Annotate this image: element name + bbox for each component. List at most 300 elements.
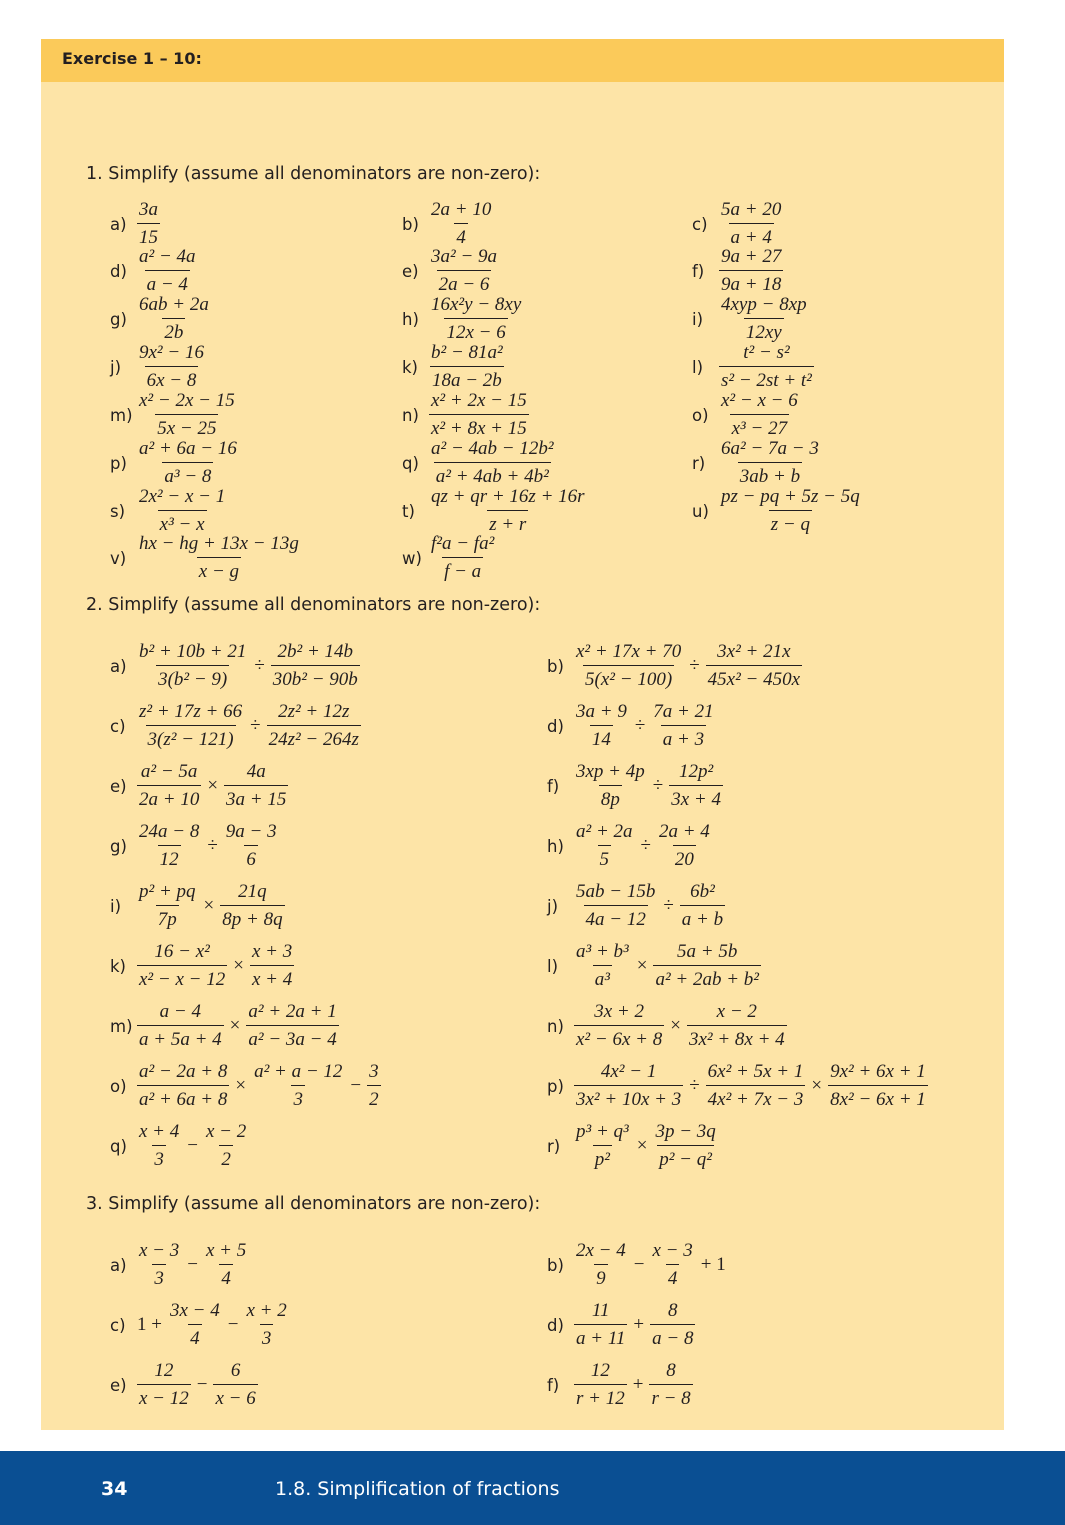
item-label: j) [110,357,122,377]
denominator: 3 [291,1085,305,1111]
item-label: g) [110,309,127,329]
expression [134,1061,384,1111]
numerator: 5a + 5b [677,941,738,962]
denominator: a³ [593,965,612,991]
item-label: k) [402,357,418,377]
denominator: 4 [188,1324,202,1350]
question-2-heading: 2. Simplify (assume all denominators are non-zero): [86,595,541,615]
denominator: 6 [244,845,258,871]
denominator: 12x − 6 [444,318,507,344]
q2-item [110,756,291,816]
numerator: z² + 17z + 66 [139,701,243,722]
fraction [828,1061,928,1111]
item-label: q) [402,453,419,473]
fraction [574,1300,627,1350]
expression [571,1300,698,1350]
denominator: 14 [590,725,613,751]
fraction [650,1300,695,1350]
fraction [657,821,712,871]
denominator: 12 [158,845,181,871]
numerator: 2a + 10 [431,199,492,220]
fraction [574,641,683,691]
expression [134,761,291,811]
numerator: 3a [139,199,158,220]
denominator: r + 12 [574,1384,627,1410]
denominator: 24z² − 264z [267,725,361,751]
numerator: 4x² − 1 [600,1061,657,1082]
denominator: 20 [673,845,696,871]
fraction [137,1360,191,1410]
expression [571,941,764,991]
operator: ÷ [250,715,261,736]
numerator: 9a + 27 [721,246,782,267]
fraction [246,1001,338,1051]
denominator: 3(b² − 9) [156,665,229,691]
expression [134,1300,292,1350]
denominator: a² + 4ab + 4b² [434,462,551,488]
denominator: 9a + 18 [719,270,783,296]
denominator: x³ − 27 [730,414,789,440]
fraction [168,1300,222,1350]
numerator: 2x² − x − 1 [139,486,226,507]
operator: + 1 [700,1254,726,1275]
denominator: a² − 3a − 4 [246,1025,338,1051]
q2-item [110,636,363,696]
operator: − [196,1374,208,1395]
numerator: a² − 4a [139,246,196,267]
numerator: p³ + q³ [576,1121,629,1142]
numerator: 8 [666,1360,676,1381]
item-label: a) [110,656,127,676]
denominator: 8p [599,785,622,811]
item-label: q) [110,1136,127,1156]
q2-item [547,636,805,696]
fraction [669,761,723,811]
item-label: f) [692,261,705,281]
operator: ÷ [652,775,664,796]
item-label: e) [110,776,127,796]
page-number: 34 [101,1478,128,1500]
q2-item [547,696,719,756]
numerator: 3 [369,1061,379,1082]
item-label: f) [547,776,560,796]
numerator: x + 5 [205,1240,247,1261]
numerator: p² + pq [139,881,196,902]
fraction [574,1360,627,1410]
operator: 1 + [137,1314,162,1335]
fraction [252,1061,344,1111]
denominator: a + 3 [661,725,706,751]
numerator: 3p − 3q [655,1121,716,1142]
denominator: 2 [367,1085,381,1111]
denominator: 4 [219,1264,233,1290]
denominator: x³ − x [158,510,207,536]
expression [134,641,363,691]
numerator: x² + 2x − 15 [431,390,527,411]
fraction [574,761,647,811]
denominator: p² [593,1145,612,1171]
denominator: z + r [487,510,528,536]
numerator: hx − hg + 13x − 13g [139,533,299,554]
numerator: f²a − fa² [431,533,495,554]
denominator: 3ab + b [738,462,802,488]
fraction [137,1061,229,1111]
operator: − [350,1075,362,1096]
numerator: b² + 10b + 21 [139,641,247,662]
denominator: p² − q² [657,1145,714,1171]
expression [134,701,364,751]
denominator: a + b [680,905,725,931]
fraction [271,641,360,691]
q2-item [110,1056,384,1116]
expression [134,1360,261,1410]
denominator: 9 [594,1264,608,1290]
item-label: u) [692,501,709,521]
denominator: x − g [197,557,241,583]
numerator: x + 4 [139,1121,180,1142]
denominator: a + 11 [574,1324,627,1350]
numerator: qz + qr + 16z + 16r [431,486,585,507]
operator: × [811,1075,823,1096]
item-label: j) [547,896,559,916]
item-label: f) [547,1375,560,1395]
fraction [574,1001,664,1051]
expression [571,1061,931,1111]
numerator: x − 2 [716,1001,757,1022]
denominator: a + 5a + 4 [137,1025,224,1051]
denominator: 4x² + 7x − 3 [706,1085,806,1111]
operator: ÷ [663,895,674,916]
denominator: 45x² − 450x [706,665,802,691]
item-label: c) [110,1315,126,1335]
numerator: 5ab − 15b [576,881,656,902]
q3-item [110,1355,261,1415]
fraction [137,761,201,811]
item-label: w) [402,548,422,568]
operator: × [229,1015,241,1036]
denominator: 2b [162,318,185,344]
item-label: l) [547,956,559,976]
numerator: 8 [668,1300,678,1321]
expression [134,533,304,583]
numerator: 9x² − 16 [139,342,204,363]
q2-item [547,756,726,816]
operator: − [187,1135,198,1156]
fraction [250,941,294,991]
numerator: x + 3 [251,941,293,962]
item-label: e) [402,261,419,281]
denominator: 4a − 12 [584,905,648,931]
item-label: b) [402,214,419,234]
item-label: a) [110,214,127,234]
numerator: x − 2 [205,1121,247,1142]
denominator: 3 [260,1324,274,1350]
numerator: a² − 5a [140,761,198,782]
denominator: x − 6 [213,1384,257,1410]
fraction [574,701,629,751]
numerator: 2b² + 14b [277,641,354,662]
operator: ÷ [207,835,218,856]
operator: − [187,1254,198,1275]
exercise-title: Exercise 1 – 10: [62,49,202,68]
item-label: o) [692,405,709,425]
denominator: x + 4 [250,965,294,991]
numerator: 11 [591,1300,610,1321]
fraction [137,1121,181,1171]
denominator: a − 4 [145,270,190,296]
q3-item [110,1295,292,1355]
denominator: 15 [137,223,160,249]
numerator: x² − x − 6 [721,390,798,411]
denominator: a² + 2ab + b² [653,965,761,991]
q2-item [110,1116,251,1176]
fraction [137,701,244,751]
item-label: n) [402,405,419,425]
denominator: 18a − 2b [430,366,504,392]
operator: + [632,1374,644,1395]
numerator: 6b² [690,881,715,902]
numerator: a − 4 [159,1001,201,1022]
numerator: 3xp + 4p [576,761,645,782]
numerator: x² + 17x + 70 [576,641,682,662]
expression [571,701,719,751]
numerator: 3a + 9 [576,701,627,722]
denominator: 3a + 15 [224,785,288,811]
item-label: d) [110,261,127,281]
denominator: 5 [598,845,612,871]
denominator: a − 8 [650,1324,695,1350]
item-label: p) [547,1076,564,1096]
fraction [649,1360,692,1410]
fraction [651,701,715,751]
item-label: b) [547,1255,564,1275]
numerator: b² − 81a² [431,342,503,363]
numerator: x + 2 [246,1300,287,1321]
numerator: 3x + 2 [594,1001,644,1022]
q2-item [110,996,342,1056]
numerator: 2z² + 12z [278,701,350,722]
operator: × [636,955,648,976]
numerator: 3a² − 9a [431,246,498,267]
numerator: 6ab + 2a [139,294,209,315]
expression [571,761,726,811]
denominator: f − a [442,557,483,583]
q2-item [547,1116,721,1176]
fraction [224,821,279,871]
item-label: m) [110,405,133,425]
q2-item [547,996,790,1056]
expression [571,1240,729,1290]
denominator: a³ − 8 [162,462,213,488]
fraction [574,1061,683,1111]
fraction [706,1061,806,1111]
item-label: t) [402,501,415,521]
q2-item [110,936,297,996]
numerator: 3x² + 21x [717,641,791,662]
numerator: 16 − x² [154,941,210,962]
numerator: a² + 2a + 1 [248,1001,337,1022]
operator: ÷ [640,835,651,856]
numerator: 9x² + 6x + 1 [830,1061,926,1082]
numerator: 7a + 21 [653,701,714,722]
denominator: a + 4 [729,223,774,249]
numerator: 12p² [678,761,714,782]
item-label: h) [402,309,419,329]
numerator: a² + 6a − 16 [139,438,237,459]
numerator: a³ + b³ [576,941,629,962]
operator: ÷ [634,715,646,736]
fraction [574,1240,628,1290]
q2-item [110,696,364,756]
fraction [574,1121,631,1171]
denominator: 4 [666,1264,680,1290]
item-label: d) [547,716,564,736]
q2-item [110,816,282,876]
numerator: 2a + 4 [658,821,710,842]
fraction [137,641,248,691]
q2-item [547,816,715,876]
numerator: 21q [238,881,267,902]
item-label: v) [110,548,127,568]
numerator: 4xyp − 8xp [721,294,807,315]
item-label: i) [692,309,704,329]
q3-item [110,1235,251,1295]
numerator: 16x²y − 8xy [431,294,522,315]
numerator: 2x − 4 [576,1240,626,1261]
operator: × [203,895,215,916]
numerator: x − 3 [139,1240,180,1261]
numerator: 4a [246,761,266,782]
operator: ÷ [254,655,265,676]
fraction [220,881,284,931]
denominator: 4 [454,223,468,249]
operator: ÷ [689,1075,700,1096]
q3-item [547,1355,696,1415]
fraction [137,821,201,871]
fraction [653,1121,717,1171]
item-label: i) [110,896,122,916]
operator: × [235,1075,247,1096]
fraction [267,701,361,751]
numerator: 6x² + 5x + 1 [707,1061,804,1082]
item-label: o) [110,1076,127,1096]
expression [134,1001,342,1051]
q2-item [110,876,288,936]
q1-item [402,528,499,588]
expression [571,881,728,931]
numerator: 6 [230,1360,241,1381]
item-label: m) [110,1016,133,1036]
denominator: 5(x² − 100) [583,665,674,691]
numerator: 9a − 3 [225,821,277,842]
section-title: 1.8. Simplification of fractions [275,1478,560,1500]
q1-item [692,481,865,541]
fraction [680,881,725,931]
q1-item [110,528,304,588]
item-label: l) [692,357,704,377]
denominator: s² − 2st + t² [719,366,814,392]
expression [134,821,282,871]
operator: ÷ [689,655,700,676]
fraction [204,1240,248,1290]
item-label: d) [547,1315,564,1335]
question-3-heading: 3. Simplify (assume all denominators are non-zero): [86,1194,541,1214]
denominator: 3x² + 8x + 4 [687,1025,787,1051]
fraction [244,1300,288,1350]
fraction [137,1001,224,1051]
fraction [650,1240,694,1290]
item-label: n) [547,1016,564,1036]
denominator: 12xy [744,318,784,344]
numerator: a² + 2a [576,821,633,842]
numerator: 24a − 8 [139,821,200,842]
operator: + [633,1314,645,1335]
denominator: 8p + 8q [220,905,284,931]
fraction [224,761,288,811]
expression [426,533,499,583]
expression [571,641,805,691]
denominator: 3 [152,1145,166,1171]
denominator: 6x − 8 [145,366,199,392]
q3-item [547,1235,729,1295]
denominator: x² − 6x + 8 [574,1025,664,1051]
operator: − [633,1254,645,1275]
item-label: s) [110,501,126,521]
operator: − [227,1314,239,1335]
numerator: 6a² − 7a − 3 [721,438,819,459]
expression [571,1121,721,1171]
q2-item [547,936,764,996]
denominator: r − 8 [649,1384,692,1410]
expression [571,1001,790,1051]
numerator: pz − pq + 5z − 5q [721,486,860,507]
numerator: x² − 2x − 15 [139,390,235,411]
fraction [574,881,657,931]
fraction [574,941,631,991]
item-label: p) [110,453,127,473]
numerator: 12 [590,1360,610,1381]
fraction [204,1121,248,1171]
denominator: 8x² − 6x + 1 [828,1085,928,1111]
denominator: 3(z² − 121) [146,725,236,751]
denominator: z − q [769,510,812,536]
q2-item [547,876,728,936]
numerator: x − 3 [652,1240,693,1261]
numerator: a² − 2a + 8 [139,1061,228,1082]
item-label: k) [110,956,126,976]
fraction [213,1360,257,1410]
item-label: g) [110,836,127,856]
denominator: 5x − 25 [155,414,218,440]
denominator: a² + 6a + 8 [137,1085,229,1111]
q3-item [547,1295,698,1355]
numerator: t² − s² [743,342,790,363]
denominator: 3x² + 10x + 3 [574,1085,683,1111]
item-label: a) [110,1255,127,1275]
denominator: 7p [156,905,179,931]
operator: × [233,955,244,976]
fraction [367,1061,381,1111]
item-label: r) [547,1136,561,1156]
numerator: 3x − 4 [169,1300,220,1321]
item-label: h) [547,836,564,856]
item-label: e) [110,1375,127,1395]
numerator: 5a + 20 [721,199,782,220]
denominator: x − 12 [137,1384,191,1410]
denominator: 3x + 4 [669,785,723,811]
item-label: r) [692,453,706,473]
expression [134,941,297,991]
